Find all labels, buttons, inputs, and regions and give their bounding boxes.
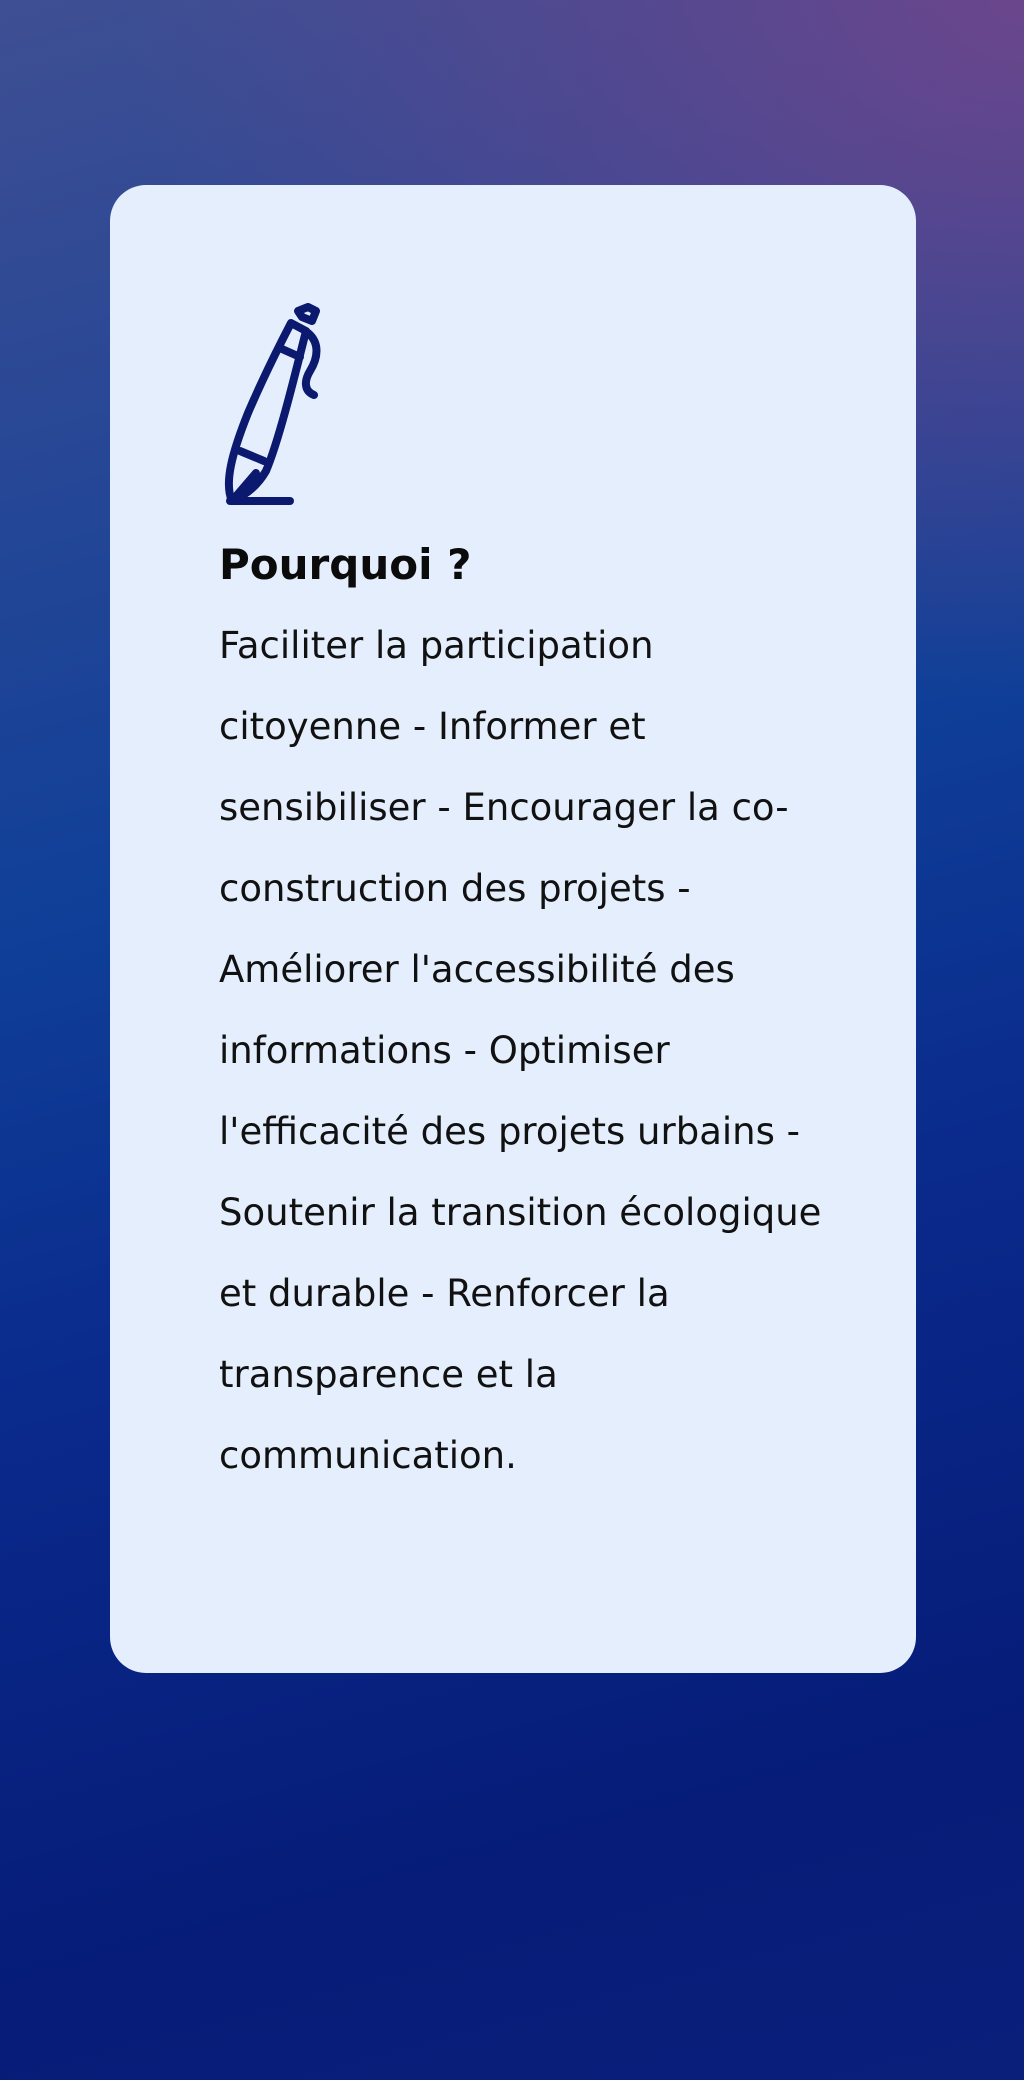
- info-card: [110, 185, 916, 1673]
- card-title: Pourquoi ?: [219, 540, 472, 589]
- pen-icon: [218, 303, 338, 513]
- card-description: Faciliter la participation citoyenne - Informer et sensibiliser - Encourager la co- construction des projets - Améliorer l'accessibilité des informations - Optimiser l'efficacité des projets urbains - Soutenir la transition écologique et durable - Renforcer la transparence et la communication.: [219, 624, 822, 1477]
